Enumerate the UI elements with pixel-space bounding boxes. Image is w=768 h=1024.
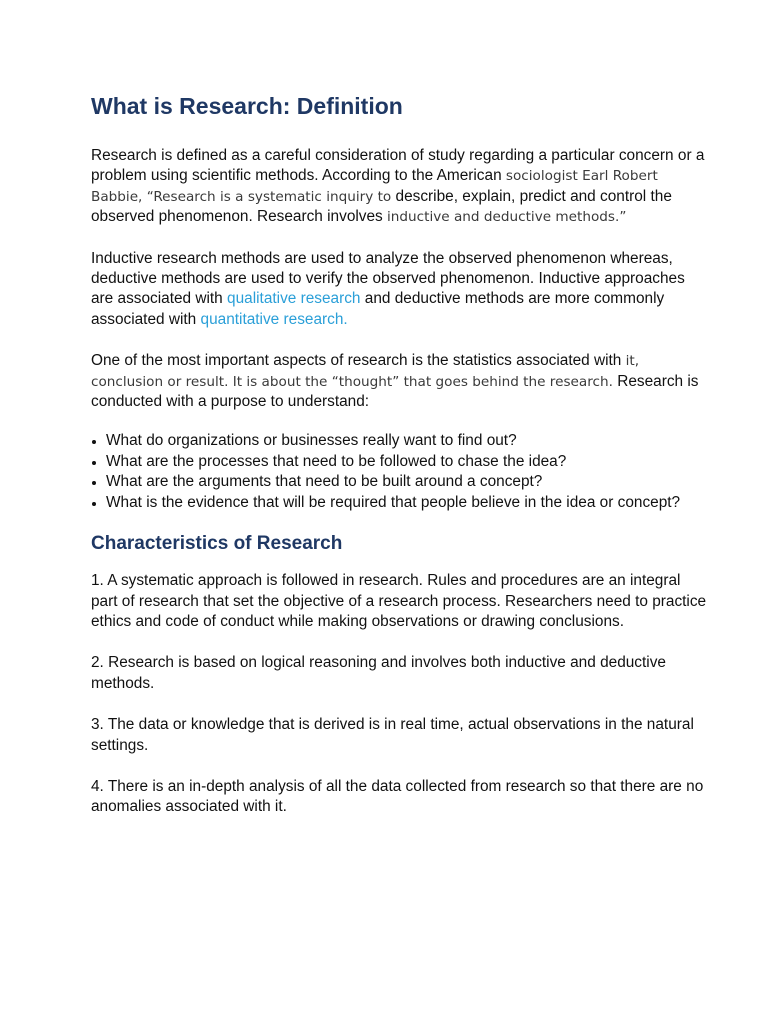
aspects-text-2: it, conclusion or result. It is about the “thought” that goes behind the research. [91, 353, 640, 390]
intro-text-1: Research is defined as a careful consideration of study regarding a particular concern or a problem using scientific methods. According to the American [91, 147, 705, 185]
inductive-text-2: and deductive methods are more commonly associated with [91, 290, 665, 328]
characteristic-item: 2. Research is based on logical reasoning and involves both inductive and deductive methods. [91, 654, 666, 692]
characteristic-item: 3. The data or knowledge that is derived is in real time, actual observations in the natural settings. [91, 716, 694, 754]
page-title: What is Research: Definition [91, 93, 403, 119]
qualitative-research-link[interactable]: qualitative research [227, 290, 361, 308]
list-item: • What are the processes that need to be followed to chase the idea? [106, 452, 708, 472]
aspects-paragraph [91, 351, 708, 412]
intro-paragraph [91, 146, 708, 228]
intro-text-3: describe, explain, predict and control the observed phenomenon. Research involves [91, 187, 672, 226]
inductive-text-1: Inductive research methods are used to analyze the observed phenomenon whereas, deductive methods are used to verify the observed phenomenon. Inductive approaches are associated with [91, 249, 685, 308]
list-item: • What do organizations or businesses really want to find out? [106, 431, 708, 451]
section-heading: Characteristics of Research [91, 533, 343, 555]
intro-text-2: sociologist Earl Robert Babbie, “Research is a systematic inquiry to [91, 168, 658, 205]
purpose-list [0, 431, 708, 513]
characteristic-item: 1. A systematic approach is followed in research. Rules and procedures are an integral part of research that set the objective of a research process. Researchers need to practice ethics and code of conduct while making observations or drawing conclusions. [91, 572, 707, 630]
characteristic-item: 4. There is an in-depth analysis of all the data collected from research so that there are no anomalies associated with it. [91, 777, 704, 816]
list-item: • What are the arguments that need to be built around a concept? [106, 472, 708, 492]
aspects-text-3: Research is conducted with a purpose to understand: [91, 372, 699, 411]
intro-text-4: inductive and deductive methods.” [387, 209, 627, 226]
aspects-text-1: One of the most important aspects of research is the statistics associated with [91, 352, 626, 370]
inductive-paragraph [91, 249, 708, 331]
list-item: • What is the evidence that will be required that people believe in the idea or concept? [106, 493, 708, 513]
quantitative-research-link[interactable]: quantitative research. [200, 310, 348, 328]
